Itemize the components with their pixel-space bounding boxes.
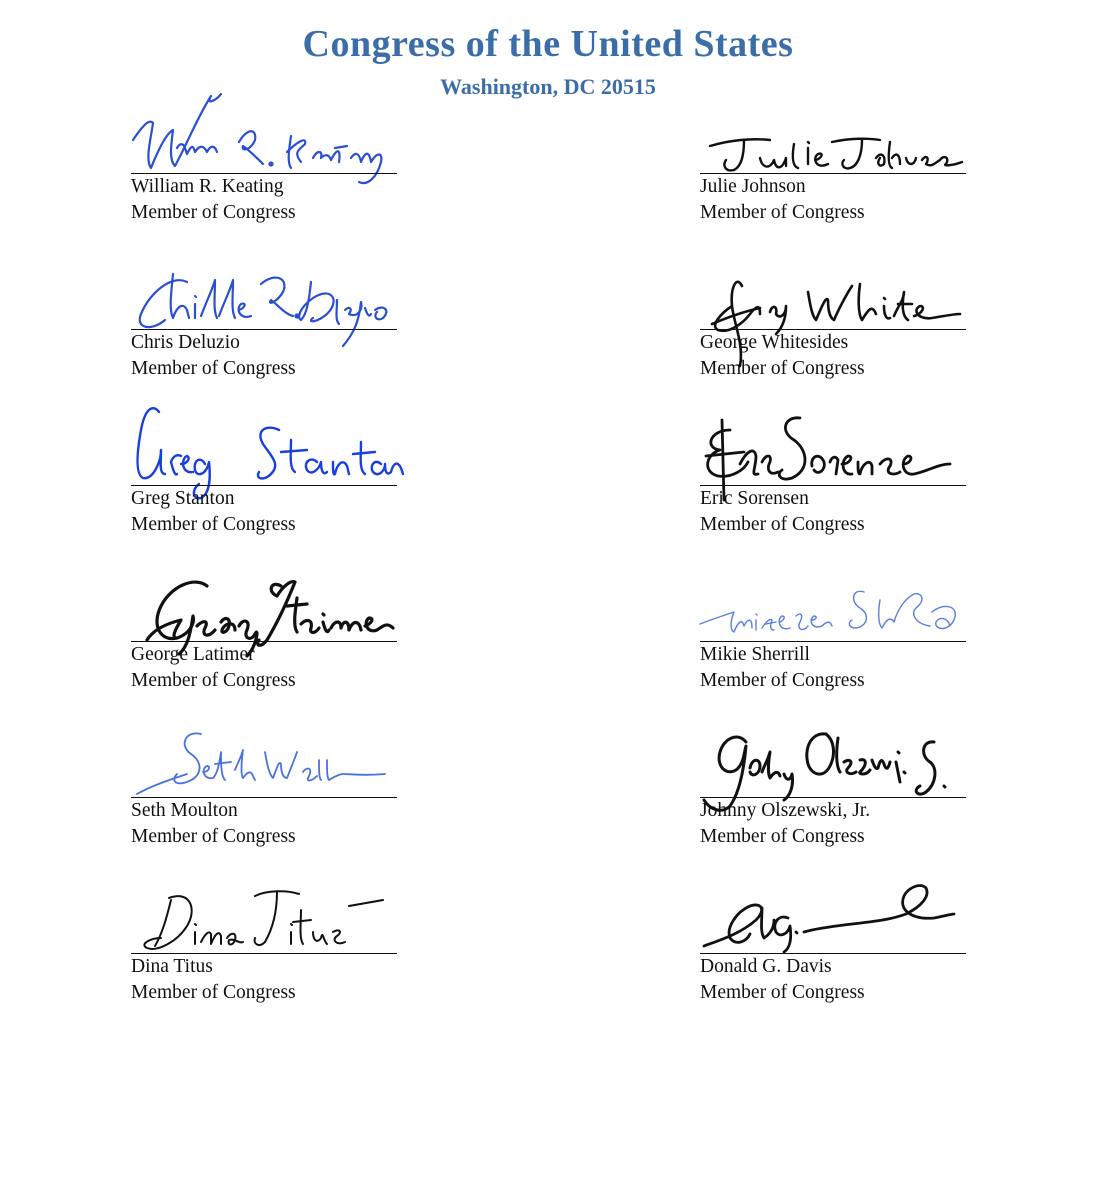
signer-title: Member of Congress	[131, 202, 296, 223]
signature-george-whitesides	[700, 234, 966, 344]
signer-name: Seth Moulton	[131, 800, 238, 821]
letterhead-title: Congress of the United States	[302, 23, 794, 65]
signer-name: William R. Keating	[131, 176, 284, 197]
signer-name: George Latimer	[131, 644, 255, 665]
signature-block	[700, 78, 966, 228]
signature-line	[700, 641, 966, 642]
signer-title: Member of Congress	[131, 670, 296, 691]
signer-name: Johnny Olszewski, Jr.	[700, 800, 871, 821]
signature-eric-sorensen	[700, 390, 966, 500]
signer-title: Member of Congress	[700, 202, 865, 223]
letterhead-address: Washington, DC 20515	[440, 74, 656, 99]
signer-name: Dina Titus	[131, 956, 213, 977]
signature-block	[700, 702, 966, 852]
signature-block	[131, 234, 397, 384]
signature-line	[700, 797, 966, 798]
signature-william-r-keating	[131, 78, 397, 188]
signature-line	[131, 641, 397, 642]
signature-seth-moulton	[131, 702, 397, 812]
signature-johnny-olszewski-jr	[700, 702, 966, 812]
signer-title: Member of Congress	[700, 670, 865, 691]
signer-name: Greg Stanton	[131, 488, 235, 509]
signer-title: Member of Congress	[700, 358, 865, 379]
signature-block	[131, 702, 397, 852]
signer-title: Member of Congress	[700, 826, 865, 847]
signer-title: Member of Congress	[700, 982, 865, 1003]
signature-julie-johnson	[700, 78, 966, 188]
signature-line	[700, 953, 966, 954]
signature-line	[700, 329, 966, 330]
signature-block	[131, 858, 397, 1008]
signer-title: Member of Congress	[131, 358, 296, 379]
signature-block	[131, 390, 397, 540]
signature-line	[700, 173, 966, 174]
signature-donald-g-davis	[700, 858, 966, 968]
signature-block	[131, 546, 397, 696]
signature-block	[700, 546, 966, 696]
signer-title: Member of Congress	[131, 514, 296, 535]
signature-line	[131, 485, 397, 486]
signature-block	[131, 78, 397, 228]
signature-greg-stanton	[131, 390, 397, 500]
signature-line	[131, 953, 397, 954]
signer-name: Julie Johnson	[700, 176, 806, 197]
signature-chris-deluzio	[131, 234, 397, 344]
signer-title: Member of Congress	[131, 826, 296, 847]
signature-mikie-sherrill	[700, 546, 966, 656]
signature-block	[700, 234, 966, 384]
signer-name: Eric Sorensen	[700, 488, 809, 509]
signer-name: Donald G. Davis	[700, 956, 832, 977]
signature-line	[131, 173, 397, 174]
signature-line	[700, 485, 966, 486]
signature-dina-titus	[131, 858, 397, 968]
signer-name: George Whitesides	[700, 332, 849, 353]
signer-name: Chris Deluzio	[131, 332, 240, 353]
signature-line	[131, 329, 397, 330]
signer-title: Member of Congress	[131, 982, 296, 1003]
signer-name: Mikie Sherrill	[700, 644, 810, 665]
signer-title: Member of Congress	[700, 514, 865, 535]
signature-george-latimer	[131, 546, 397, 656]
signature-line	[131, 797, 397, 798]
signature-block	[700, 858, 966, 1008]
signature-block	[700, 390, 966, 540]
